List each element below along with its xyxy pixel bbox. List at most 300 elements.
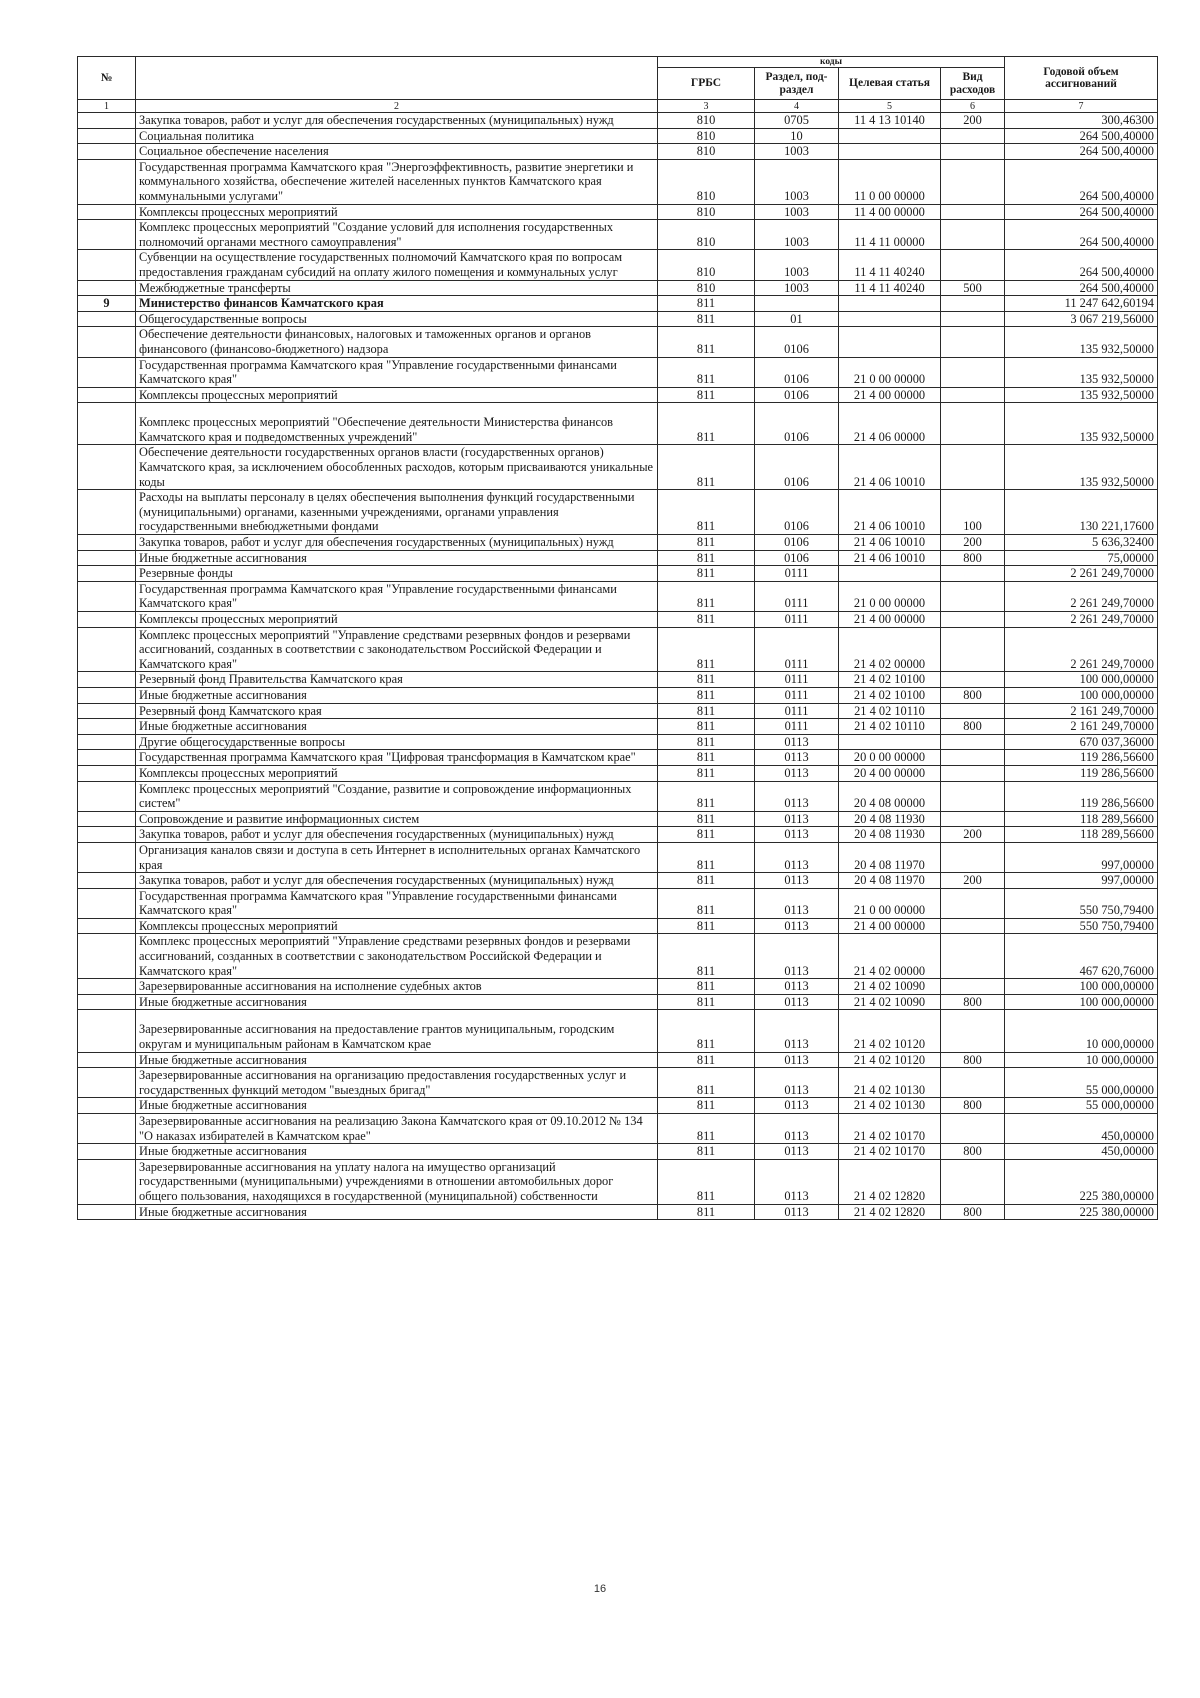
table-row (78, 888, 1158, 918)
table-row (78, 994, 1158, 1010)
cell-name: Государственная программа Камчатского края "Энергоэффективность, развитие энергетики и коммунального хозяйства, обеспечение жителей населенных пунктов Камчатского края коммунальными услугами" (136, 159, 658, 204)
cell-celevaya-statya: 21 4 00 00000 (839, 918, 941, 934)
cell-grbs: 811 (658, 811, 755, 827)
cell-num (78, 918, 136, 934)
cell-celevaya-statya: 21 4 02 10130 (839, 1098, 941, 1114)
cell-sum: 2 161 249,70000 (1005, 703, 1158, 719)
cell-grbs: 811 (658, 719, 755, 735)
table-row (78, 627, 1158, 672)
cell-celevaya-statya: 20 4 08 11970 (839, 873, 941, 889)
table-row (78, 566, 1158, 582)
cell-grbs: 811 (658, 403, 755, 445)
table-row (78, 687, 1158, 703)
cell-sum: 2 261 249,70000 (1005, 566, 1158, 582)
cell-sum: 264 500,40000 (1005, 128, 1158, 144)
cell-name: Комплекс процессных мероприятий "Создание, развитие и сопровождение информационных систем" (136, 781, 658, 811)
cell-vid-rashodov (941, 581, 1005, 611)
cell-name: Иные бюджетные ассигнования (136, 1098, 658, 1114)
cell-sum: 135 932,50000 (1005, 327, 1158, 357)
cell-name: Расходы на выплаты персоналу в целях обеспечения выполнения функций государственными (муниципальными) органами, казенными учреждениями, органами управления государственными внебюджетными фондами (136, 490, 658, 535)
cell-num (78, 280, 136, 296)
cell-sum: 11 247 642,60194 (1005, 296, 1158, 312)
cell-num (78, 873, 136, 889)
cell-grbs: 811 (658, 357, 755, 387)
cell-celevaya-statya: 20 4 08 11930 (839, 811, 941, 827)
cell-sum: 55 000,00000 (1005, 1098, 1158, 1114)
header-celevaya: Целевая статья (839, 68, 941, 100)
cell-razdel: 10 (755, 128, 839, 144)
cell-grbs: 811 (658, 842, 755, 872)
table-row (78, 550, 1158, 566)
cell-celevaya-statya: 20 4 08 00000 (839, 781, 941, 811)
cell-razdel: 0113 (755, 888, 839, 918)
cell-grbs: 811 (658, 327, 755, 357)
cell-sum: 550 750,79400 (1005, 888, 1158, 918)
cell-vid-rashodov (941, 1114, 1005, 1144)
header-razdel: Раздел, под-раздел (755, 68, 839, 100)
table-row (78, 672, 1158, 688)
header-idx-3: 3 (658, 100, 755, 113)
cell-razdel: 1003 (755, 144, 839, 160)
cell-vid-rashodov: 800 (941, 1144, 1005, 1160)
cell-razdel: 0111 (755, 566, 839, 582)
cell-grbs: 811 (658, 311, 755, 327)
table-row (78, 842, 1158, 872)
cell-grbs: 811 (658, 1159, 755, 1204)
cell-grbs: 811 (658, 1144, 755, 1160)
cell-num (78, 811, 136, 827)
cell-num (78, 535, 136, 551)
cell-razdel: 01 (755, 311, 839, 327)
cell-razdel: 0111 (755, 719, 839, 735)
cell-num (78, 1010, 136, 1052)
cell-vid-rashodov (941, 750, 1005, 766)
cell-sum: 118 289,56600 (1005, 811, 1158, 827)
table-row (78, 827, 1158, 843)
cell-name: Резервные фонды (136, 566, 658, 582)
cell-num (78, 1114, 136, 1144)
cell-celevaya-statya: 11 4 11 40240 (839, 280, 941, 296)
cell-sum: 467 620,76000 (1005, 934, 1158, 979)
cell-vid-rashodov (941, 296, 1005, 312)
cell-name: Субвенции на осуществление государственных полномочий Камчатского края по вопросам предоставления гражданам субсидий на оплату жилого помещения и коммунальных услуг (136, 250, 658, 280)
header-name (136, 57, 658, 100)
cell-vid-rashodov (941, 811, 1005, 827)
cell-vid-rashodov: 800 (941, 1204, 1005, 1220)
cell-razdel: 0705 (755, 113, 839, 129)
cell-razdel: 0113 (755, 918, 839, 934)
cell-razdel: 0113 (755, 811, 839, 827)
cell-vid-rashodov (941, 327, 1005, 357)
cell-vid-rashodov (941, 445, 1005, 490)
cell-sum: 135 932,50000 (1005, 387, 1158, 403)
cell-celevaya-statya: 21 4 02 12820 (839, 1159, 941, 1204)
cell-razdel: 0113 (755, 934, 839, 979)
table-row (78, 128, 1158, 144)
header-idx-7: 7 (1005, 100, 1158, 113)
cell-sum: 75,00000 (1005, 550, 1158, 566)
cell-num (78, 627, 136, 672)
cell-vid-rashodov: 200 (941, 873, 1005, 889)
cell-razdel: 1003 (755, 204, 839, 220)
cell-name: Комплексы процессных мероприятий (136, 612, 658, 628)
cell-sum: 450,00000 (1005, 1144, 1158, 1160)
cell-grbs: 810 (658, 113, 755, 129)
table-row (78, 250, 1158, 280)
cell-num (78, 719, 136, 735)
cell-vid-rashodov (941, 934, 1005, 979)
cell-name: Зарезервированные ассигнования на организацию предоставления государственных услуг и государственных функций методом "выездных бригад" (136, 1068, 658, 1098)
cell-vid-rashodov (941, 144, 1005, 160)
cell-vid-rashodov (941, 842, 1005, 872)
header-vid: Вид расходов (941, 68, 1005, 100)
cell-celevaya-statya: 21 4 02 10110 (839, 719, 941, 735)
cell-celevaya-statya: 21 4 06 10010 (839, 535, 941, 551)
cell-num (78, 566, 136, 582)
cell-celevaya-statya: 20 4 00 00000 (839, 765, 941, 781)
cell-razdel: 0106 (755, 490, 839, 535)
cell-celevaya-statya: 20 4 08 11970 (839, 842, 941, 872)
cell-vid-rashodov (941, 204, 1005, 220)
cell-grbs: 811 (658, 535, 755, 551)
cell-vid-rashodov (941, 1159, 1005, 1204)
cell-name: Зарезервированные ассигнования на реализацию Закона Камчатского края от 09.10.2012 № 134 "О наказах избирателей в Камчатском крае" (136, 1114, 658, 1144)
cell-num (78, 550, 136, 566)
cell-sum: 300,46300 (1005, 113, 1158, 129)
table-row (78, 979, 1158, 995)
cell-num (78, 979, 136, 995)
cell-sum: 670 037,36000 (1005, 734, 1158, 750)
cell-num (78, 1098, 136, 1114)
table-row (78, 1114, 1158, 1144)
cell-razdel: 1003 (755, 250, 839, 280)
cell-grbs: 811 (658, 734, 755, 750)
cell-celevaya-statya: 21 4 02 10090 (839, 994, 941, 1010)
cell-name: Иные бюджетные ассигнования (136, 1144, 658, 1160)
cell-grbs: 811 (658, 918, 755, 934)
cell-vid-rashodov (941, 1010, 1005, 1052)
cell-name: Другие общегосударственные вопросы (136, 734, 658, 750)
cell-razdel: 0106 (755, 387, 839, 403)
cell-name: Обеспечение деятельности государственных органов власти (государственных органов) Камчатского края, за исключением обособленных расходов, которым присваиваются уникальные коды (136, 445, 658, 490)
cell-sum: 119 286,56600 (1005, 765, 1158, 781)
cell-vid-rashodov: 200 (941, 827, 1005, 843)
cell-vid-rashodov (941, 734, 1005, 750)
cell-vid-rashodov (941, 566, 1005, 582)
cell-sum: 2 261 249,70000 (1005, 581, 1158, 611)
cell-grbs: 811 (658, 445, 755, 490)
cell-num (78, 357, 136, 387)
cell-name: Комплекс процессных мероприятий "Обеспечение деятельности Министерства финансов Камчатского края и подведомственных учреждений" (136, 403, 658, 445)
cell-sum: 10 000,00000 (1005, 1010, 1158, 1052)
cell-grbs: 811 (658, 873, 755, 889)
cell-grbs: 811 (658, 1052, 755, 1068)
cell-celevaya-statya: 21 4 02 10100 (839, 672, 941, 688)
cell-sum: 264 500,40000 (1005, 204, 1158, 220)
cell-grbs: 811 (658, 888, 755, 918)
cell-sum: 997,00000 (1005, 873, 1158, 889)
cell-num (78, 220, 136, 250)
cell-vid-rashodov (941, 765, 1005, 781)
cell-celevaya-statya: 21 4 02 10100 (839, 687, 941, 703)
cell-celevaya-statya: 21 4 02 10130 (839, 1068, 941, 1098)
cell-celevaya-statya: 21 4 02 10120 (839, 1052, 941, 1068)
cell-num (78, 750, 136, 766)
cell-grbs: 811 (658, 765, 755, 781)
cell-grbs: 811 (658, 627, 755, 672)
cell-celevaya-statya: 21 0 00 00000 (839, 357, 941, 387)
table-row (78, 311, 1158, 327)
cell-sum: 2 261 249,70000 (1005, 612, 1158, 628)
cell-vid-rashodov: 100 (941, 490, 1005, 535)
cell-vid-rashodov (941, 918, 1005, 934)
cell-razdel: 0111 (755, 627, 839, 672)
cell-vid-rashodov (941, 403, 1005, 445)
cell-grbs: 811 (658, 296, 755, 312)
table-row (78, 873, 1158, 889)
cell-vid-rashodov (941, 703, 1005, 719)
cell-grbs: 811 (658, 490, 755, 535)
cell-name: Межбюджетные трансферты (136, 280, 658, 296)
table-body (78, 113, 1158, 1220)
cell-sum: 119 286,56600 (1005, 750, 1158, 766)
cell-vid-rashodov: 800 (941, 719, 1005, 735)
cell-vid-rashodov (941, 250, 1005, 280)
cell-name: Комплексы процессных мероприятий (136, 387, 658, 403)
cell-celevaya-statya (839, 311, 941, 327)
cell-num (78, 144, 136, 160)
header-idx-1: 1 (78, 100, 136, 113)
cell-sum: 450,00000 (1005, 1114, 1158, 1144)
cell-razdel: 0113 (755, 1052, 839, 1068)
cell-grbs: 810 (658, 128, 755, 144)
table-row (78, 220, 1158, 250)
cell-celevaya-statya: 11 4 13 10140 (839, 113, 941, 129)
cell-sum: 550 750,79400 (1005, 918, 1158, 934)
cell-celevaya-statya (839, 566, 941, 582)
cell-sum: 100 000,00000 (1005, 994, 1158, 1010)
cell-num (78, 311, 136, 327)
cell-vid-rashodov: 800 (941, 687, 1005, 703)
cell-grbs: 811 (658, 1204, 755, 1220)
cell-name: Иные бюджетные ассигнования (136, 687, 658, 703)
cell-vid-rashodov (941, 159, 1005, 204)
cell-num (78, 113, 136, 129)
table-row (78, 719, 1158, 735)
cell-razdel: 0113 (755, 734, 839, 750)
cell-num (78, 445, 136, 490)
header-codes: коды (658, 57, 1005, 68)
cell-celevaya-statya: 21 4 02 00000 (839, 627, 941, 672)
cell-sum: 264 500,40000 (1005, 250, 1158, 280)
cell-num (78, 734, 136, 750)
table-row (78, 280, 1158, 296)
cell-grbs: 811 (658, 672, 755, 688)
cell-razdel: 0111 (755, 612, 839, 628)
cell-razdel: 1003 (755, 280, 839, 296)
cell-celevaya-statya (839, 734, 941, 750)
cell-grbs: 811 (658, 581, 755, 611)
cell-name: Государственная программа Камчатского края "Управление государственными финансами Камчатского края" (136, 581, 658, 611)
cell-num (78, 781, 136, 811)
cell-sum: 264 500,40000 (1005, 220, 1158, 250)
cell-sum: 135 932,50000 (1005, 357, 1158, 387)
cell-vid-rashodov: 800 (941, 1052, 1005, 1068)
cell-num (78, 672, 136, 688)
cell-grbs: 811 (658, 827, 755, 843)
cell-sum: 100 000,00000 (1005, 979, 1158, 995)
cell-vid-rashodov (941, 311, 1005, 327)
cell-name: Комплексы процессных мероприятий (136, 204, 658, 220)
cell-celevaya-statya: 21 4 02 10170 (839, 1144, 941, 1160)
cell-num (78, 204, 136, 220)
table-row (78, 750, 1158, 766)
cell-celevaya-statya: 21 4 06 10010 (839, 490, 941, 535)
cell-grbs: 811 (658, 979, 755, 995)
header-num: № (78, 57, 136, 100)
table-row (78, 1159, 1158, 1204)
cell-name: Закупка товаров, работ и услуг для обеспечения государственных (муниципальных) нужд (136, 873, 658, 889)
cell-grbs: 811 (658, 387, 755, 403)
cell-razdel: 1003 (755, 220, 839, 250)
cell-num (78, 327, 136, 357)
cell-name: Государственная программа Камчатского края "Управление государственными финансами Камчатского края" (136, 888, 658, 918)
cell-name: Зарезервированные ассигнования на исполнение судебных актов (136, 979, 658, 995)
cell-vid-rashodov: 200 (941, 535, 1005, 551)
table-row (78, 387, 1158, 403)
cell-num (78, 687, 136, 703)
cell-razdel: 0113 (755, 827, 839, 843)
cell-sum: 225 380,00000 (1005, 1159, 1158, 1204)
cell-num (78, 1068, 136, 1098)
cell-name: Закупка товаров, работ и услуг для обеспечения государственных (муниципальных) нужд (136, 535, 658, 551)
table-row (78, 113, 1158, 129)
cell-grbs: 811 (658, 566, 755, 582)
table-row (78, 703, 1158, 719)
cell-vid-rashodov: 500 (941, 280, 1005, 296)
table-row (78, 811, 1158, 827)
cell-vid-rashodov (941, 1068, 1005, 1098)
table-row (78, 734, 1158, 750)
cell-vid-rashodov (941, 979, 1005, 995)
cell-sum: 997,00000 (1005, 842, 1158, 872)
cell-celevaya-statya (839, 327, 941, 357)
table-row (78, 934, 1158, 979)
cell-grbs: 811 (658, 550, 755, 566)
cell-razdel: 0113 (755, 1068, 839, 1098)
cell-razdel: 0113 (755, 1010, 839, 1052)
cell-grbs: 810 (658, 159, 755, 204)
cell-grbs: 810 (658, 280, 755, 296)
cell-sum: 135 932,50000 (1005, 403, 1158, 445)
table-row (78, 581, 1158, 611)
cell-vid-rashodov (941, 128, 1005, 144)
table-row (78, 765, 1158, 781)
cell-sum: 264 500,40000 (1005, 159, 1158, 204)
cell-razdel: 0113 (755, 873, 839, 889)
cell-name: Организация каналов связи и доступа в сеть Интернет в исполнительных органах Камчатского края (136, 842, 658, 872)
cell-grbs: 811 (658, 1010, 755, 1052)
cell-razdel: 0106 (755, 327, 839, 357)
cell-celevaya-statya: 20 4 08 11930 (839, 827, 941, 843)
cell-vid-rashodov: 800 (941, 550, 1005, 566)
cell-num (78, 934, 136, 979)
header-idx-6: 6 (941, 100, 1005, 113)
cell-sum: 100 000,00000 (1005, 672, 1158, 688)
cell-sum: 100 000,00000 (1005, 687, 1158, 703)
cell-sum: 2 161 249,70000 (1005, 719, 1158, 735)
cell-grbs: 811 (658, 934, 755, 979)
cell-name: Государственная программа Камчатского края "Управление государственными финансами Камчатского края" (136, 357, 658, 387)
cell-name: Зарезервированные ассигнования на уплату налога на имущество организаций государственными (муниципальными) учреждениями в отношении автомобильных дорог общего пользования, находящихся в государственной (муниципальной) собственности (136, 1159, 658, 1204)
header-godovoy: Годовой объем ассигнований (1005, 57, 1158, 100)
cell-vid-rashodov (941, 627, 1005, 672)
table-row (78, 204, 1158, 220)
table-row (78, 1068, 1158, 1098)
table-row (78, 1144, 1158, 1160)
cell-razdel: 0111 (755, 703, 839, 719)
cell-vid-rashodov (941, 672, 1005, 688)
cell-name: Иные бюджетные ассигнования (136, 719, 658, 735)
cell-num (78, 994, 136, 1010)
cell-name: Резервный фонд Правительства Камчатского края (136, 672, 658, 688)
cell-razdel: 0113 (755, 1159, 839, 1204)
cell-razdel: 0111 (755, 672, 839, 688)
cell-num (78, 842, 136, 872)
cell-vid-rashodov (941, 220, 1005, 250)
cell-sum: 2 261 249,70000 (1005, 627, 1158, 672)
cell-num (78, 1159, 136, 1204)
table-row (78, 357, 1158, 387)
cell-name: Иные бюджетные ассигнования (136, 994, 658, 1010)
cell-num (78, 128, 136, 144)
cell-grbs: 811 (658, 1114, 755, 1144)
cell-name: Комплексы процессных мероприятий (136, 918, 658, 934)
cell-name: Комплексы процессных мероприятий (136, 765, 658, 781)
cell-celevaya-statya: 11 4 11 40240 (839, 250, 941, 280)
cell-name: Закупка товаров, работ и услуг для обеспечения государственных (муниципальных) нужд (136, 827, 658, 843)
cell-num (78, 612, 136, 628)
table-row (78, 1010, 1158, 1052)
cell-razdel: 0113 (755, 842, 839, 872)
header-grbs: ГРБС (658, 68, 755, 100)
cell-celevaya-statya: 21 4 00 00000 (839, 612, 941, 628)
cell-num (78, 703, 136, 719)
cell-vid-rashodov (941, 612, 1005, 628)
table-row (78, 918, 1158, 934)
cell-celevaya-statya: 21 4 06 10010 (839, 445, 941, 490)
cell-grbs: 811 (658, 1068, 755, 1098)
cell-celevaya-statya: 21 4 06 00000 (839, 403, 941, 445)
cell-razdel: 0113 (755, 781, 839, 811)
table-row (78, 403, 1158, 445)
cell-grbs: 811 (658, 1098, 755, 1114)
cell-num (78, 403, 136, 445)
table-row (78, 1204, 1158, 1220)
cell-razdel: 0106 (755, 403, 839, 445)
cell-vid-rashodov (941, 387, 1005, 403)
cell-celevaya-statya: 11 0 00 00000 (839, 159, 941, 204)
cell-num (78, 159, 136, 204)
cell-grbs: 811 (658, 994, 755, 1010)
cell-celevaya-statya: 11 4 11 00000 (839, 220, 941, 250)
cell-celevaya-statya: 21 4 00 00000 (839, 387, 941, 403)
cell-sum: 5 636,32400 (1005, 535, 1158, 551)
cell-name: Общегосударственные вопросы (136, 311, 658, 327)
cell-celevaya-statya (839, 144, 941, 160)
cell-name: Комплекс процессных мероприятий "Управление средствами резервных фондов и резервами ассигнований, созданных в соответствии с законодательством Российской Федерации и Камчатского края" (136, 627, 658, 672)
cell-name: Зарезервированные ассигнования на предоставление грантов муниципальным, городским округам и муниципальным районам в Камчатском крае (136, 1010, 658, 1052)
